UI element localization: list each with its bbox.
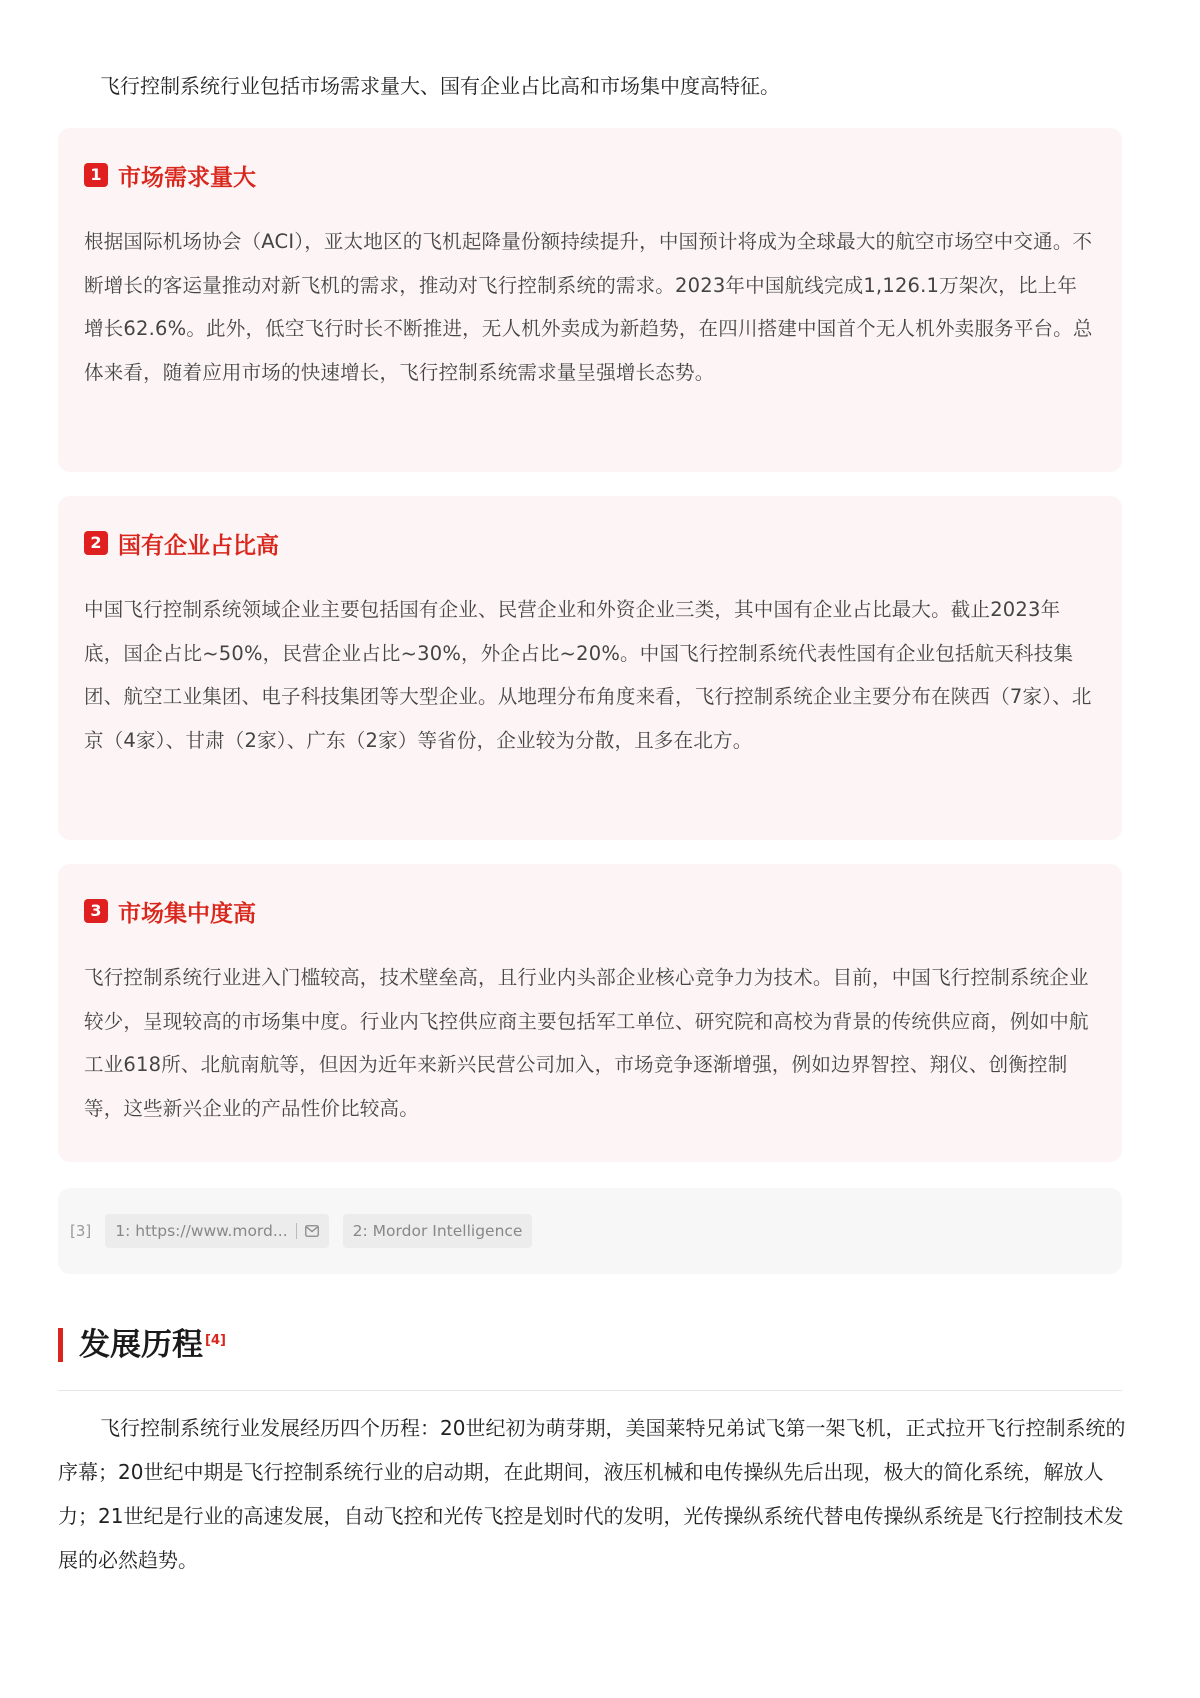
citation-link[interactable]: [4] — [205, 1332, 226, 1348]
feature-card-2 — [58, 496, 1122, 840]
card-body: 中国飞行控制系统领域企业主要包括国有企业、民营企业和外资企业三类，其中国有企业占比最大。截止2023年底，国企占比~50%，民营企业占比~30%，外企占比~20%。中国飞行控制系统代表性国有企业包括航天科技集团、航空工业集团、电子科技集团等大型企业。从地理分布角度来看，飞行控制系统企业主要分布在陕西（7家）、北京（4家）、甘肃（2家）、广东（2家）等省份，企业较为分散，且多在北方。 — [84, 598, 1092, 752]
card-title-text: 市场需求量大 — [118, 164, 256, 191]
number-badge: 2 — [84, 531, 108, 555]
reference-chip-2[interactable] — [343, 1214, 533, 1248]
card-body: 根据国际机场协会（ACI），亚太地区的飞机起降量份额持续提升，中国预计将成为全球最大的航空市场空中交通。不断增长的客运量推动对新飞机的需求，推动对飞行控制系统的需求。2023年中国航线完成1,126.1万架次，比上年增长62.6%。此外，低空飞行时长不断推进，无人机外卖成为新趋势，在四川搭建中国首个无人机外卖服务平台。总体来看，随着应用市场的快速增长，飞行控制系统需求量呈强增长态势。 — [84, 230, 1093, 384]
card-body: 飞行控制系统行业进入门槛较高，技术壁垒高，且行业内头部企业核心竞争力为技术。目前，中国飞行控制系统企业较少，呈现较高的市场集中度。行业内飞控供应商主要包括军工单位、研究院和高校为背景的传统供应商，例如中航工业618所、北航南航等，但因为近年来新兴民营公司加入，市场竞争逐渐增强，例如边界智控、翔仪、创衡控制等，这些新兴企业的产品性价比较高。 — [84, 966, 1089, 1120]
section-title — [79, 1326, 226, 1364]
number-badge: 3 — [84, 899, 108, 923]
feature-card-1 — [58, 128, 1122, 472]
intro-text: 飞行控制系统行业包括市场需求量大、国有企业占比高和市场集中度高特征。 — [100, 74, 780, 98]
reference-chip-1[interactable] — [105, 1214, 328, 1248]
section-accent-bar — [58, 1328, 63, 1362]
card-title — [84, 896, 1096, 926]
section-paragraph: 飞行控制系统行业发展经历四个历程：20世纪初为萌芽期，美国莱特兄弟试飞第一架飞机，正式拉开飞行控制系统的序幕；20世纪中期是飞行控制系统行业的启动期，在此期间，液压机械和电传操纵先后出现，极大的简化系统，解放人力；21世纪是行业的高速发展，自动飞控和光传飞控是划时代的发明，光传操纵系统代替电传操纵系统是飞行控制技术发展的必然趋势。 — [58, 1416, 1126, 1572]
divider — [296, 1223, 297, 1239]
card-title — [84, 528, 1096, 558]
reference-chip-label: 1: https://www.mord... — [115, 1222, 288, 1240]
card-title-text: 市场集中度高 — [118, 900, 256, 927]
section-header — [58, 1326, 1122, 1391]
section-title-text: 发展历程 — [79, 1327, 203, 1363]
mail-icon[interactable] — [305, 1225, 319, 1237]
card-title-text: 国有企业占比高 — [118, 532, 279, 559]
references-bar — [58, 1188, 1122, 1274]
reference-marker: [3] — [70, 1222, 92, 1240]
feature-card-3 — [58, 864, 1122, 1162]
number-badge: 1 — [84, 163, 108, 187]
card-title — [84, 160, 1096, 190]
reference-chip-label: 2: Mordor Intelligence — [352, 1222, 523, 1240]
